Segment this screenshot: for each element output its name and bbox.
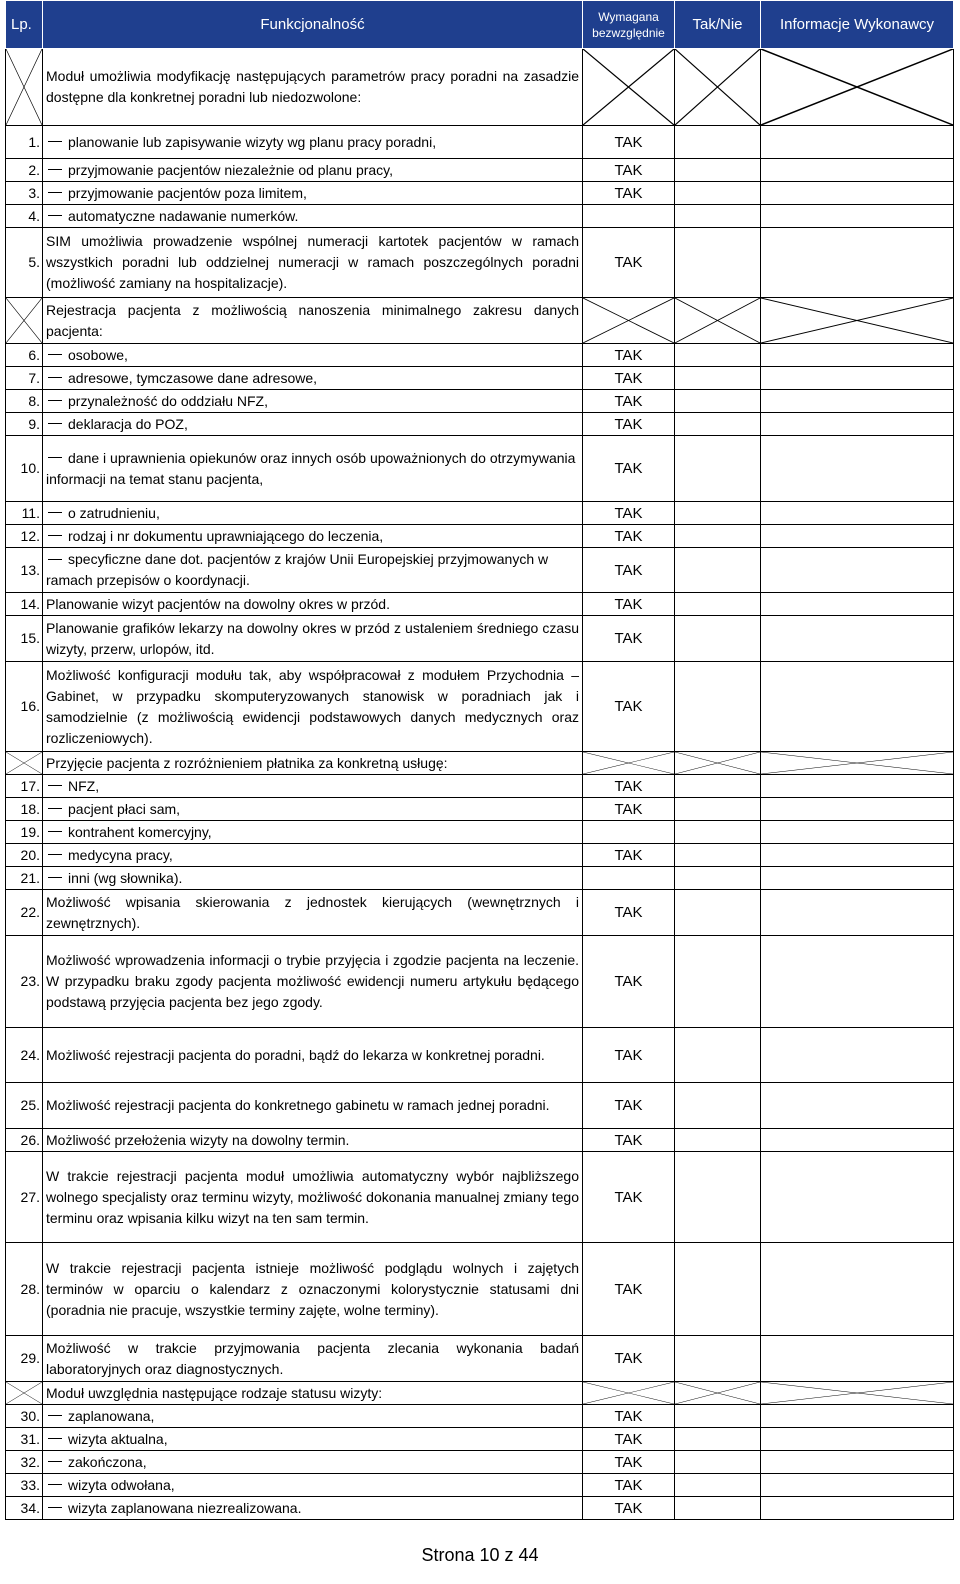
table-row xyxy=(6,1028,954,1083)
yes-no-cell[interactable] xyxy=(675,436,761,502)
table-row xyxy=(6,182,954,205)
row-required: TAK xyxy=(583,390,675,413)
row-number: 25. xyxy=(6,1083,43,1129)
row-required: TAK xyxy=(583,1405,675,1428)
yes-no-cell[interactable] xyxy=(675,1451,761,1474)
table-header xyxy=(6,1,954,49)
row-text: Możliwość w trakcie przyjmowania pacjenta zlecania wykonania badań laboratoryjnych oraz diagnostycznych. xyxy=(43,1336,583,1382)
table-row xyxy=(6,1129,954,1152)
dash-marker xyxy=(48,215,62,216)
section-text: Moduł umożliwia modyfikację następujących parametrów pracy poradni na zasadzie dostępne dla konkretnej poradni lub niedozwolone: xyxy=(43,49,583,126)
row-number: 6. xyxy=(6,344,43,367)
yes-no-cell[interactable] xyxy=(675,548,761,593)
row-number: 31. xyxy=(6,1428,43,1451)
row-text xyxy=(43,1497,583,1520)
row-required: TAK xyxy=(583,1083,675,1129)
row-required: TAK xyxy=(583,548,675,593)
row-text xyxy=(43,367,583,390)
contractor-info-cell[interactable] xyxy=(761,1083,954,1129)
yes-no-cell[interactable] xyxy=(675,821,761,844)
page-number: Strona 10 z 44 xyxy=(421,1545,539,1565)
yes-no-cell[interactable] xyxy=(675,367,761,390)
table-row xyxy=(6,662,954,752)
row-text: Możliwość przełożenia wizyty na dowolny termin. xyxy=(43,1129,583,1152)
dash-marker xyxy=(48,808,62,809)
row-text xyxy=(43,126,583,159)
contractor-info-cell[interactable] xyxy=(761,1028,954,1083)
dash-marker xyxy=(48,423,62,424)
row-text-value: dane i uprawnienia opiekunów oraz innych osób upoważnionych do otrzymywania informacji na temat stanu pacjenta, xyxy=(46,449,576,487)
yes-no-cell[interactable] xyxy=(675,867,761,890)
contractor-info-cell[interactable] xyxy=(761,775,954,798)
row-required: TAK xyxy=(583,182,675,205)
cross-cell xyxy=(6,752,43,775)
row-required: TAK xyxy=(583,1336,675,1382)
row-text-value: planowanie lub zapisywanie wizyty wg planu pracy poradni, xyxy=(68,133,437,150)
row-number: 8. xyxy=(6,390,43,413)
yes-no-cell[interactable] xyxy=(675,1083,761,1129)
row-text: Możliwość wprowadzenia informacji o trybie przyjęcia i zgodzie pacjenta na leczenie. W przypadku braku zgody pacjenta możliwość ewidencji numeru artykułu będącego podstawą przyjęcia pacjenta bez jego zgody. xyxy=(43,936,583,1028)
table-row xyxy=(6,502,954,525)
contractor-info-cell[interactable] xyxy=(761,662,954,752)
row-text-value: zakończona, xyxy=(68,1453,147,1470)
table-row xyxy=(6,1152,954,1243)
yes-no-cell[interactable] xyxy=(675,1405,761,1428)
cross-cell xyxy=(583,752,675,775)
section-text: Przyjęcie pacjenta z rozróżnieniem płatnika za konkretną usługę: xyxy=(43,752,583,775)
row-required: TAK xyxy=(583,367,675,390)
row-required: TAK xyxy=(583,593,675,616)
header-functionality: Funkcjonalność xyxy=(43,1,583,49)
row-number: 3. xyxy=(6,182,43,205)
row-required: TAK xyxy=(583,798,675,821)
yes-no-cell[interactable] xyxy=(675,182,761,205)
contractor-info-cell[interactable] xyxy=(761,867,954,890)
row-required: TAK xyxy=(583,844,675,867)
dash-marker xyxy=(48,1484,62,1485)
row-required: TAK xyxy=(583,413,675,436)
row-text-value: pacjent płaci sam, xyxy=(68,800,181,817)
cross-cell xyxy=(675,298,761,344)
row-text xyxy=(43,1428,583,1451)
table-row xyxy=(6,1428,954,1451)
row-number: 20. xyxy=(6,844,43,867)
yes-no-cell[interactable] xyxy=(675,205,761,228)
row-number: 32. xyxy=(6,1451,43,1474)
yes-no-cell[interactable] xyxy=(675,662,761,752)
contractor-info-cell[interactable] xyxy=(761,1405,954,1428)
section-text: Moduł uwzględnia następujące rodzaje statusu wizyty: xyxy=(43,1382,583,1405)
row-number: 26. xyxy=(6,1129,43,1152)
yes-no-cell[interactable] xyxy=(675,616,761,662)
row-required: TAK xyxy=(583,1152,675,1243)
table-row xyxy=(6,390,954,413)
contractor-info-cell[interactable] xyxy=(761,413,954,436)
row-number: 10. xyxy=(6,436,43,502)
contractor-info-cell[interactable] xyxy=(761,1336,954,1382)
row-required: TAK xyxy=(583,775,675,798)
contractor-info-cell[interactable] xyxy=(761,436,954,502)
contractor-info-cell[interactable] xyxy=(761,593,954,616)
contractor-info-cell[interactable] xyxy=(761,1243,954,1336)
dash-marker xyxy=(48,831,62,832)
row-number: 7. xyxy=(6,367,43,390)
row-text xyxy=(43,867,583,890)
row-text xyxy=(43,798,583,821)
row-text-value: przyjmowanie pacjentów poza limitem, xyxy=(68,184,307,201)
dash-marker xyxy=(48,877,62,878)
row-text: Planowanie grafików lekarzy na dowolny okres w przód z ustaleniem średniego czasu wizyty, przerw, urlopów, itd. xyxy=(43,616,583,662)
contractor-info-cell[interactable] xyxy=(761,502,954,525)
contractor-info-cell[interactable] xyxy=(761,525,954,548)
yes-no-cell[interactable] xyxy=(675,798,761,821)
row-text-value: osobowe, xyxy=(68,346,128,363)
row-text-value: adresowe, tymczasowe dane adresowe, xyxy=(68,369,318,386)
table-row xyxy=(6,1451,954,1474)
cross-cell xyxy=(583,298,675,344)
cross-cell xyxy=(675,1382,761,1405)
cross-cell xyxy=(761,298,954,344)
row-required: TAK xyxy=(583,1428,675,1451)
row-text xyxy=(43,436,583,502)
row-number: 9. xyxy=(6,413,43,436)
row-text-value: wizyta odwołana, xyxy=(68,1476,175,1493)
row-text xyxy=(43,525,583,548)
yes-no-cell[interactable] xyxy=(675,390,761,413)
cross-cell xyxy=(6,1382,43,1405)
row-text xyxy=(43,1474,583,1497)
table-row xyxy=(6,159,954,182)
yes-no-cell[interactable] xyxy=(675,502,761,525)
row-number: 19. xyxy=(6,821,43,844)
table-row xyxy=(6,821,954,844)
yes-no-cell[interactable] xyxy=(675,936,761,1028)
row-text-value: wizyta zaplanowana niezrealizowana. xyxy=(68,1499,302,1516)
row-text xyxy=(43,205,583,228)
row-number: 1. xyxy=(6,126,43,159)
yes-no-cell[interactable] xyxy=(675,593,761,616)
row-text-value: przynależność do oddziału NFZ, xyxy=(68,392,268,409)
dash-marker xyxy=(48,1507,62,1508)
row-number: 23. xyxy=(6,936,43,1028)
row-text xyxy=(43,548,583,593)
row-required: TAK xyxy=(583,525,675,548)
row-text-value: kontrahent komercyjny, xyxy=(68,823,212,840)
table-row xyxy=(6,890,954,936)
table-row xyxy=(6,798,954,821)
row-text xyxy=(43,159,583,182)
row-required: TAK xyxy=(583,1028,675,1083)
cross-cell xyxy=(583,1382,675,1405)
dash-marker xyxy=(48,512,62,513)
contractor-info-cell[interactable] xyxy=(761,548,954,593)
header-required: Wymagana bezwzględnie xyxy=(583,1,675,49)
dash-marker xyxy=(48,1415,62,1416)
row-text-value: zaplanowana, xyxy=(68,1407,155,1424)
header-contractor-info: Informacje Wykonawcy xyxy=(761,1,954,49)
row-text: W trakcie rejestracji pacjenta istnieje możliwość podglądu wolnych i zajętych terminów w oparciu o kalendarz z oznaczonymi kolorystycznie statusami dni (poradnia nie pracuje, wszystkie terminy zajęte, wolne terminy). xyxy=(43,1243,583,1336)
cross-cell xyxy=(761,1382,954,1405)
table-row xyxy=(6,1243,954,1336)
dash-marker xyxy=(48,854,62,855)
table-row xyxy=(6,1497,954,1520)
contractor-info-cell[interactable] xyxy=(761,344,954,367)
row-required: TAK xyxy=(583,616,675,662)
contractor-info-cell[interactable] xyxy=(761,182,954,205)
row-number: 13. xyxy=(6,548,43,593)
contractor-info-cell[interactable] xyxy=(761,126,954,159)
row-text: SIM umożliwia prowadzenie wspólnej numeracji kartotek pacjentów w ramach wszystkich poradni lub oddzielnej numeracji w ramach poszczególnych poradni (możliwość zamiany na hospitalizacje). xyxy=(43,228,583,298)
contractor-info-cell[interactable] xyxy=(761,1451,954,1474)
row-number: 17. xyxy=(6,775,43,798)
row-text xyxy=(43,344,583,367)
row-number: 33. xyxy=(6,1474,43,1497)
cross-cell xyxy=(6,49,43,126)
row-text xyxy=(43,775,583,798)
contractor-info-cell[interactable] xyxy=(761,205,954,228)
row-required: TAK xyxy=(583,436,675,502)
row-required: TAK xyxy=(583,662,675,752)
header-yes-no: Tak/Nie xyxy=(675,1,761,49)
yes-no-cell[interactable] xyxy=(675,525,761,548)
yes-no-cell[interactable] xyxy=(675,344,761,367)
table-row xyxy=(6,548,954,593)
yes-no-cell[interactable] xyxy=(675,890,761,936)
yes-no-cell[interactable] xyxy=(675,126,761,159)
row-text-value: rodzaj i nr dokumentu uprawniającego do leczenia, xyxy=(68,527,384,544)
dash-marker xyxy=(48,1438,62,1439)
row-text xyxy=(43,413,583,436)
dash-marker xyxy=(48,535,62,536)
table-row xyxy=(6,228,954,298)
contractor-info-cell[interactable] xyxy=(761,936,954,1028)
row-text-value: medycyna pracy, xyxy=(68,846,173,863)
row-text-value: wizyta aktualna, xyxy=(68,1430,168,1447)
row-text: Możliwość konfiguracji modułu tak, aby współpracował z modułem Przychodnia – Gabinet, w przypadku skomputeryzowanych stanowisk w poradniach jak i samodzielnie (z możliwością ewidencji podstawowych danych medycznych oraz rozliczeniowych). xyxy=(43,662,583,752)
yes-no-cell[interactable] xyxy=(675,1474,761,1497)
row-number: 5. xyxy=(6,228,43,298)
row-text: W trakcie rejestracji pacjenta moduł umożliwia automatyczny wybór najbliższego wolnego specjalisty oraz terminu wizyty, możliwość dokonania manualnej zmiany tego terminu oraz wpisania kilku wizyt na ten sam termin. xyxy=(43,1152,583,1243)
table-row xyxy=(6,1083,954,1129)
table-row xyxy=(6,1336,954,1382)
row-number: 2. xyxy=(6,159,43,182)
row-text-value: specyficzne dane dot. pacjentów z krajów Unii Europejskiej przyjmowanych w ramach przepisów o koordynacji. xyxy=(46,551,549,588)
row-required: TAK xyxy=(583,502,675,525)
yes-no-cell[interactable] xyxy=(675,844,761,867)
row-number: 27. xyxy=(6,1152,43,1243)
table-row xyxy=(6,205,954,228)
contractor-info-cell[interactable] xyxy=(761,159,954,182)
table-row xyxy=(6,1405,954,1428)
row-text: Planowanie wizyt pacjentów na dowolny okres w przód. xyxy=(43,593,583,616)
contractor-info-cell[interactable] xyxy=(761,798,954,821)
contractor-info-cell[interactable] xyxy=(761,390,954,413)
row-text-value: automatyczne nadawanie numerków. xyxy=(68,207,299,224)
row-number: 4. xyxy=(6,205,43,228)
dash-marker xyxy=(48,785,62,786)
row-number: 14. xyxy=(6,593,43,616)
row-required: TAK xyxy=(583,1497,675,1520)
row-number: 28. xyxy=(6,1243,43,1336)
cross-cell xyxy=(583,49,675,126)
row-required: TAK xyxy=(583,890,675,936)
cross-cell xyxy=(6,298,43,344)
row-number: 11. xyxy=(6,502,43,525)
row-text-value: o zatrudnieniu, xyxy=(68,504,160,521)
table-row xyxy=(6,616,954,662)
cross-cell xyxy=(761,49,954,126)
section-row xyxy=(6,49,954,126)
row-required: TAK xyxy=(583,1451,675,1474)
table-row xyxy=(6,593,954,616)
contractor-info-cell[interactable] xyxy=(761,1129,954,1152)
dash-marker xyxy=(48,377,62,378)
cross-cell xyxy=(761,752,954,775)
yes-no-cell[interactable] xyxy=(675,775,761,798)
dash-marker xyxy=(48,457,62,458)
table-row xyxy=(6,525,954,548)
dash-marker xyxy=(48,169,62,170)
section-row xyxy=(6,298,954,344)
row-text xyxy=(43,182,583,205)
row-number: 12. xyxy=(6,525,43,548)
row-required: TAK xyxy=(583,344,675,367)
yes-no-cell[interactable] xyxy=(675,1243,761,1336)
row-number: 22. xyxy=(6,890,43,936)
row-required: TAK xyxy=(583,126,675,159)
yes-no-cell[interactable] xyxy=(675,1152,761,1243)
yes-no-cell[interactable] xyxy=(675,1428,761,1451)
table-row xyxy=(6,844,954,867)
table-row xyxy=(6,344,954,367)
section-row xyxy=(6,1382,954,1405)
row-number: 34. xyxy=(6,1497,43,1520)
dash-marker xyxy=(48,400,62,401)
dash-marker xyxy=(48,1461,62,1462)
yes-no-cell[interactable] xyxy=(675,1336,761,1382)
yes-no-cell[interactable] xyxy=(675,1129,761,1152)
yes-no-cell[interactable] xyxy=(675,413,761,436)
yes-no-cell[interactable] xyxy=(675,1028,761,1083)
contractor-info-cell[interactable] xyxy=(761,1474,954,1497)
table-row xyxy=(6,436,954,502)
row-text-value: przyjmowanie pacjentów niezależnie od planu pracy, xyxy=(68,161,394,178)
row-text-value: inni (wg słownika). xyxy=(68,869,183,886)
row-required xyxy=(583,867,675,890)
section-text: Rejestracja pacjenta z możliwością nanoszenia minimalnego zakresu danych pacjenta: xyxy=(43,298,583,344)
row-number: 30. xyxy=(6,1405,43,1428)
row-text-value: NFZ, xyxy=(68,777,100,794)
cross-cell xyxy=(675,49,761,126)
row-number: 16. xyxy=(6,662,43,752)
section-row xyxy=(6,752,954,775)
contractor-info-cell[interactable] xyxy=(761,890,954,936)
row-required xyxy=(583,205,675,228)
row-text: Możliwość rejestracji pacjenta do konkretnego gabinetu w ramach jednej poradni. xyxy=(43,1083,583,1129)
contractor-info-cell[interactable] xyxy=(761,1497,954,1520)
row-required xyxy=(583,821,675,844)
row-text xyxy=(43,1405,583,1428)
row-required: TAK xyxy=(583,1474,675,1497)
table-row xyxy=(6,936,954,1028)
row-required: TAK xyxy=(583,936,675,1028)
row-number: 15. xyxy=(6,616,43,662)
cross-cell xyxy=(675,752,761,775)
row-text xyxy=(43,502,583,525)
row-text xyxy=(43,821,583,844)
row-number: 18. xyxy=(6,798,43,821)
yes-no-cell[interactable] xyxy=(675,159,761,182)
table-row xyxy=(6,775,954,798)
row-text: Możliwość rejestracji pacjenta do poradni, bądź do lekarza w konkretnej poradni. xyxy=(43,1028,583,1083)
row-required: TAK xyxy=(583,159,675,182)
contractor-info-cell[interactable] xyxy=(761,844,954,867)
table-row xyxy=(6,126,954,159)
yes-no-cell[interactable] xyxy=(675,228,761,298)
contractor-info-cell[interactable] xyxy=(761,821,954,844)
row-required: TAK xyxy=(583,1129,675,1152)
yes-no-cell[interactable] xyxy=(675,1497,761,1520)
row-number: 29. xyxy=(6,1336,43,1382)
row-text: Możliwość wpisania skierowania z jednostek kierujących (wewnętrznych i zewnętrznych). xyxy=(43,890,583,936)
contractor-info-cell[interactable] xyxy=(761,1152,954,1243)
contractor-info-cell[interactable] xyxy=(761,616,954,662)
dash-marker xyxy=(48,354,62,355)
table-row xyxy=(6,367,954,390)
table-row xyxy=(6,867,954,890)
row-number: 21. xyxy=(6,867,43,890)
requirements-table xyxy=(5,0,954,1520)
header-lp: Lp. xyxy=(6,1,43,49)
row-required: TAK xyxy=(583,228,675,298)
table-row xyxy=(6,1474,954,1497)
row-required: TAK xyxy=(583,1243,675,1336)
dash-marker xyxy=(48,192,62,193)
row-number: 24. xyxy=(6,1028,43,1083)
dash-marker xyxy=(48,141,62,142)
table-row xyxy=(6,413,954,436)
contractor-info-cell[interactable] xyxy=(761,228,954,298)
row-text-value: deklaracja do POZ, xyxy=(68,415,188,432)
contractor-info-cell[interactable] xyxy=(761,367,954,390)
row-text xyxy=(43,844,583,867)
dash-marker xyxy=(48,559,62,560)
contractor-info-cell[interactable] xyxy=(761,1428,954,1451)
row-text xyxy=(43,1451,583,1474)
row-text xyxy=(43,390,583,413)
